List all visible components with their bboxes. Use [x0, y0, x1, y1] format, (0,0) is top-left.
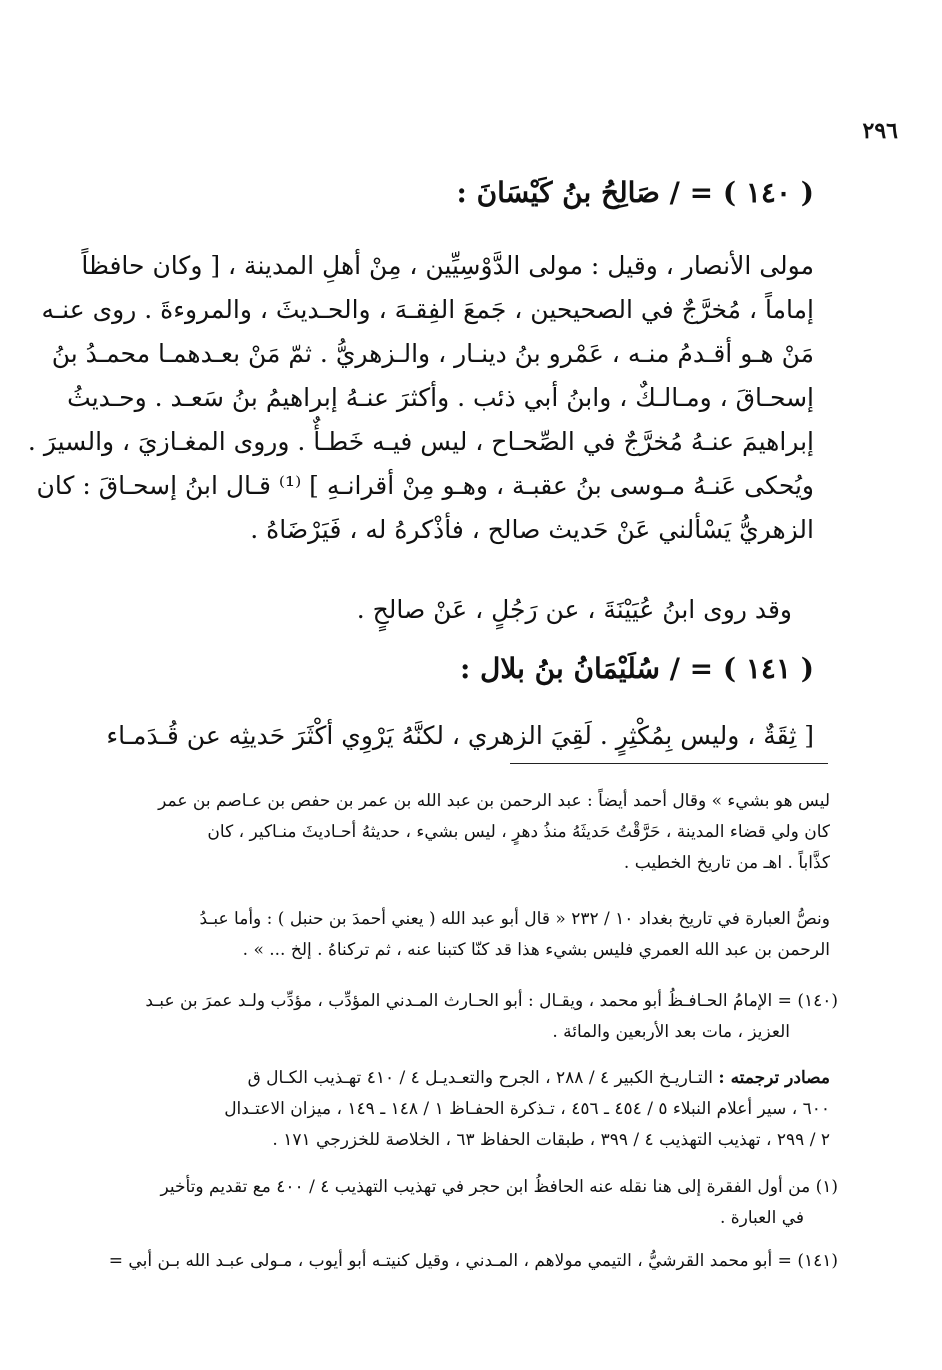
- footnote-line: ٦٠٠ ، سير أعلام النبلاء ٥ / ٤٥٤ ـ ٤٥٦ ، تـذكرة الحفـاظ ١ / ١٤٨ ـ ١٤٩ ، ميزان الاعتـدال: [224, 1099, 830, 1119]
- entry-140-paragraph-2: [102, 588, 792, 632]
- footnote-141: [108, 1246, 838, 1277]
- text-line: الزهريُّ يَسْألني عَنْ حَديث صالح ، فأذْكرهُ له ، فَيَرْضَاهُ .: [250, 515, 814, 544]
- footnote-line: (١٤١) = أبو محمد القرشيُّ ، التيمي مولاهم ، المـدني ، وقيل كنيتـه أبو أيوب ، مـولى عبـد الله بـن أبي =: [108, 1251, 838, 1271]
- footnote-line: في العبارة .: [719, 1208, 804, 1228]
- footnote-block-2: [110, 904, 830, 966]
- footnote-divider: [510, 763, 828, 764]
- footnote-line: كذَّاباً . اهـ من تاريخ الخطيب .: [623, 853, 830, 873]
- footnote-line: (١٤٠) = الإمامُ الحـافـظُ أبو محمد ، ويقـال : أبو الحـارث المـدني المؤدِّب ، مؤدِّب ولـد عمرَ بن عبـد: [145, 991, 838, 1011]
- entry-140-heading: ( ١٤٠ ) = / صَالِحُ بنُ كَيْسَانَ :: [456, 176, 814, 209]
- footnote-140-sources: [110, 1063, 830, 1156]
- entry-141-heading: ( ١٤١ ) = / سُلَيْمَانُ بنُ بلال :: [459, 652, 814, 685]
- text-line: إماماً ، مُخرَّجٌ في الصحيحين ، جَمعَ الفِقـهَ ، والحـديثَ ، والمروءةَ . روى عنـه: [41, 295, 814, 324]
- text-line: مولى الأنصار ، وقيل : مولى الدَّوْسِيِّين ، مِنْ أهلِ المدينة ، [ وكان حافظاً: [81, 251, 814, 280]
- entry-141-paragraph: [106, 714, 814, 758]
- sources-label: مصادر ترجمته :: [718, 1068, 830, 1088]
- text-line: إبراهيمَ عنـهُ مُخرَّجٌ في الصِّحـاح ، ليس فيـه خَطـأٌ . وروى المغـازيَ ، والسيرَ .: [27, 427, 814, 456]
- footnote-140: [118, 986, 838, 1048]
- footnote-1: [118, 1172, 838, 1234]
- footnote-line: ٢ / ٢٩٩ ، تهذيب التهذيب ٤ / ٣٩٩ ، طبقات الحفاظ ٦٣ ، الخلاصة للخزرجي ١٧١ .: [272, 1130, 830, 1150]
- sources-text: التـاريـخ الكبير ٤ / ٢٨٨ ، الجرح والتعـديـل ٤ / ٤١٠ تهـذيب الكـال ق: [247, 1068, 719, 1088]
- text-line: إسحـاقَ ، ومـالـكٌ ، وابنُ أبي ذئب . وأكثرَ عنـهُ إبراهيمُ بنُ سَعـد . وحـديثُ: [67, 383, 814, 412]
- footnote-block-1: [110, 786, 830, 879]
- page-number: ٢٩٦: [862, 118, 898, 144]
- text-line: ويُحكى عَنـهُ مـوسى بنُ عقبـة ، وهـو مِنْ أقرانـهِ ] ⁽¹⁾ قـال ابنُ إسحـاقَ : كان: [36, 471, 814, 500]
- text-line: وقد روى ابنُ عُيَيْنَةَ ، عن رَجُلٍ ، عَنْ صالحٍ .: [356, 595, 792, 624]
- footnote-line: ونصُّ العبارة في تاريخ بغداد ١٠ / ٢٣٢ « قال أبو عبد الله ( يعني أحمدَ بن حنبل ) : وأما عبـدُ: [199, 909, 830, 929]
- footnote-line: العزيز ، مات بعد الأربعين والمائة .: [552, 1022, 790, 1042]
- footnote-line: كان ولي قضاء المدينة ، حَرَّقْتُ حَديثَهُ منذُ دهرٍ ، ليس بشيء ، حديثهُ أحـاديثَ منـاكير ، كان: [207, 822, 830, 842]
- footnote-line: ليس هو بشيء » وقال أحمد أيضاً : عبد الرحمن بن عبد الله بن عمر بن حفص بن عـاصم بن عمر: [158, 791, 830, 811]
- entry-140-paragraph: [27, 244, 814, 552]
- footnote-line: [110, 1063, 830, 1094]
- footnote-line: (١) من أول الفقرة إلى هنا نقله عنه الحافظُ ابن حجر في تهذيب التهذيب ٤ / ٤٠٠ مع تقديم وتأخير: [160, 1177, 838, 1197]
- footnote-line: الرحمن بن عبد الله العمري فليس بشيء هذا قد كنّا كتبنا عنه ، ثم تركناهُ . إلخ ... » .: [242, 940, 830, 960]
- text-line: [ ثِقَةٌ ، وليس بِمُكْثِرٍ . لَقِيَ الزهري ، لكنَّهُ يَرْوِي أكْثَرَ حَديثِه عن قُـدَمـاء: [106, 721, 814, 750]
- text-line: مَنْ هـو أقـدمُ منـه ، عَمْرو بنُ دينـار ، والـزهريُّ . ثمّ مَنْ بعـدهمـا محمـدُ بنُ: [51, 339, 814, 368]
